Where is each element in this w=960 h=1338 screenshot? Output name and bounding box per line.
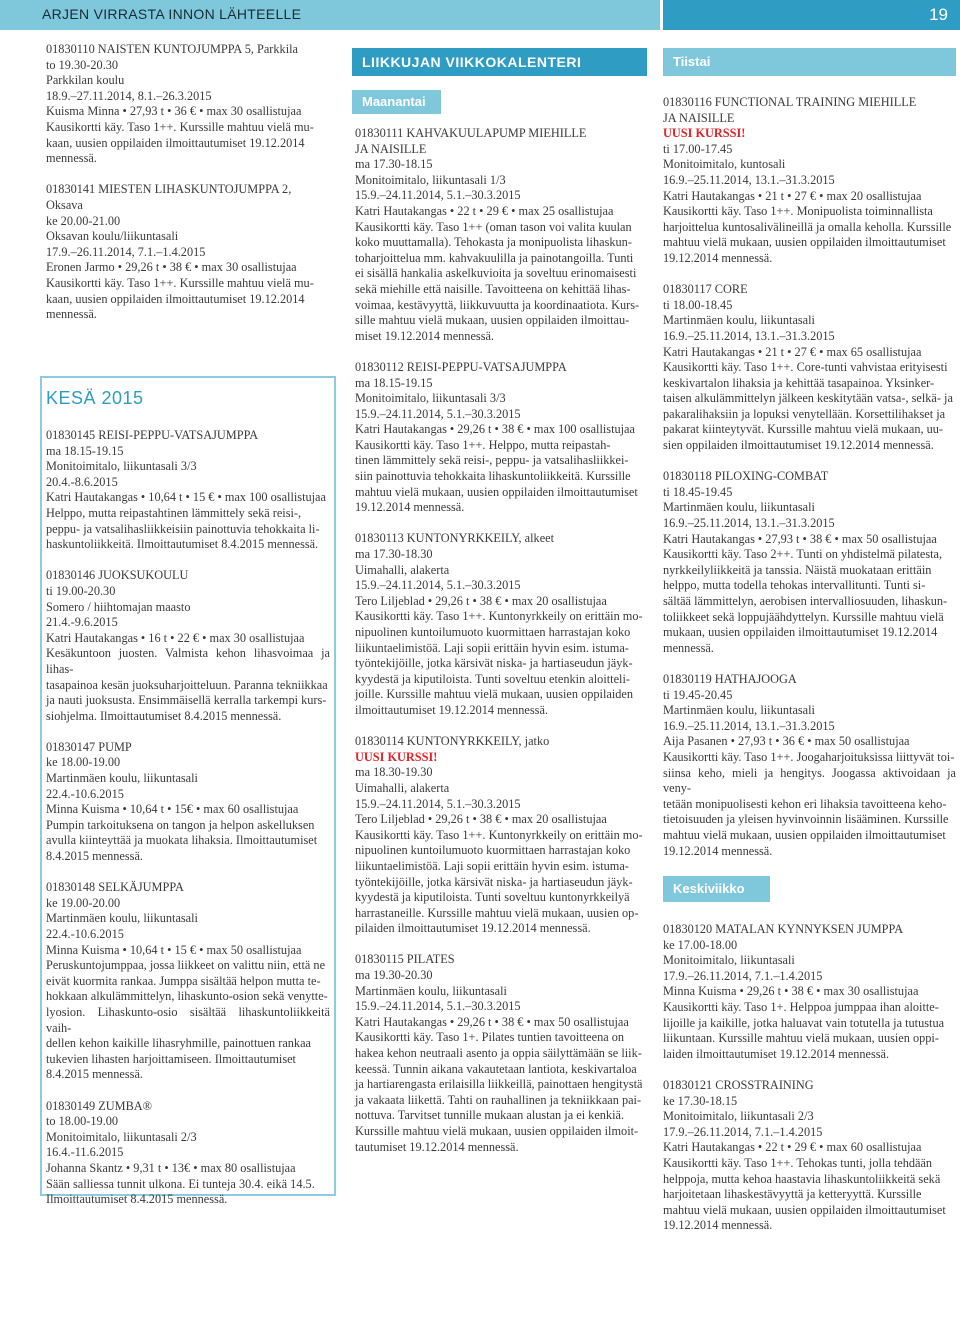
- text-line: Kausikortti käy. Taso 1++. Kuntonyrkkeily on erittäin mo-: [355, 827, 643, 842]
- text-line: nottuva. Tarvitset tunnille mukaan alustan ja ei kenkiä.: [355, 1108, 625, 1123]
- text-line: Kausikortti käy. Taso 1+. Helppoa jumppaa ihan aloitte-: [663, 999, 939, 1014]
- text-line: mahtuu vielä mukaan, uusien oppilaiden ilmoittautumiset: [663, 235, 946, 250]
- text-line: kaan, uusien oppilaiden ilmoittautumiset 19.12.2014: [46, 291, 305, 306]
- text-line: nipuolinen kuntoilumuoto kuormittaen harrastajan koko: [355, 843, 631, 858]
- text-line: Pumpin tarkoituksena on tangon ja helpon askelluksen: [46, 817, 315, 832]
- text-line: Monitoimitalo, liikuntasali: [663, 953, 795, 968]
- text-line: Minna Kuisma • 29,26 t • 38 € • max 30 osallistujaa: [663, 984, 919, 999]
- text-line: avulla kiinteyttää ja muokata lihaksia. Ilmoittautumiset: [46, 833, 318, 848]
- text-line: Kausikortti käy. Taso 1+. Pilates tuntien tavoitteena on: [355, 1030, 625, 1045]
- right-column: [663, 95, 956, 875]
- text-line: tukevien lihasten harjoittamiseen. Ilmoittautumiset: [46, 1051, 296, 1066]
- text-line: 19.12.2014 mennessä.: [355, 500, 465, 515]
- text-line: siinsa keho, mieli ja hengitys. Joogassa aktivoidaan ja veny-: [663, 765, 956, 796]
- text-line: lijoille ja kaikille, jotka haluavat vain totutella ja tutustua: [663, 1015, 945, 1030]
- text-line: Sään salliessa tunnit ulkona. Ei tunteja 30.4. eikä 14.5.: [46, 1176, 315, 1191]
- text-line: Katri Hautakangas • 29,26 t • 38 € • max 100 osallistujaa: [355, 422, 635, 437]
- text-line: Monitoimitalo, liikuntasali 1/3: [355, 172, 506, 187]
- text-line: 01830112 REISI-PEPPU-VATSAJUMPPA: [355, 359, 567, 374]
- text-line: ja hartiarengasta erilaisilla liikkeillä, painottaen hengitystä: [355, 1077, 643, 1092]
- text-line: ma 18.15-19.15: [355, 375, 433, 390]
- text-line: ke 18.00-19.00: [46, 755, 121, 770]
- new-course-badge: UUSI KURSSI!: [355, 749, 438, 764]
- course-entry: [355, 360, 647, 516]
- text-line: Ilmoittautumiset 8.4.2015 mennessä.: [46, 1192, 228, 1207]
- text-line: 22.4.-10.6.2015: [46, 927, 124, 941]
- text-line: ja nauti juoksusta. Ensimmäisellä kerralla tarkempi kurs-: [46, 693, 327, 708]
- text-line: Kausikortti käy. Taso 2++. Tunti on yhdistelmä pilatesta,: [663, 547, 943, 562]
- text-line: ke 19.00-20.00: [46, 895, 121, 910]
- text-line: Kausikortti käy. Taso 1++. Monipuolista toiminnallista: [663, 204, 933, 219]
- summer-column: [46, 428, 330, 1223]
- text-line: 01830121 CROSSTRAINING: [663, 1077, 814, 1092]
- text-line: mennessä.: [46, 151, 97, 166]
- text-line: eivät kuormita rankaa. Jumppa sisältää helpon mutta te-: [46, 973, 321, 988]
- text-line: Katri Hautakangas • 16 t • 22 € • max 30 osallistujaa: [46, 630, 305, 645]
- text-line: 21.4.-9.6.2015: [46, 615, 118, 630]
- text-line: Parkkilan koulu: [46, 73, 125, 88]
- text-line: hakea kehon neutraali asento ja oppia säilyttämään se liik-: [355, 1046, 642, 1061]
- text-line: Kesäkuntoon juosten. Valmista kehon lihasvoimaa ja lihas-: [46, 646, 330, 676]
- course-entry: [46, 880, 330, 1083]
- text-line: Helppo, mutta reipastahtinen lämmittely sekä reisi-,: [46, 505, 302, 520]
- course-entry: [663, 282, 956, 454]
- page-number: 19: [929, 5, 948, 24]
- text-line: mukaan, uusien oppilaiden ilmoittautumiset 19.12.2014: [663, 625, 938, 640]
- text-line: harjoittelua kuntosalivälineillä ja omalla keholla. Kurssille: [663, 219, 952, 234]
- text-line: ma 17.30-18.30: [355, 547, 433, 562]
- text-line: sekä miehille että naisille. Tavoitteena on kehittää lihas-: [355, 281, 631, 296]
- text-line: ti 17.00-17.45: [663, 141, 733, 156]
- text-line: Kausikortti käy. Taso 1++. Joogaharjoituksissa liittyvät toi-: [663, 749, 955, 764]
- text-line: 15.9.–24.11.2014, 5.1.–30.3.2015: [355, 796, 521, 811]
- text-line: 01830115 PILATES: [355, 952, 455, 967]
- text-line: Kausikortti käy. Taso 1++ (oman tason voi valita kuulan: [355, 219, 632, 234]
- left-column: [46, 42, 328, 338]
- text-line: ke 20.00-21.00: [46, 213, 121, 228]
- text-line: 01830145 REISI-PEPPU-VATSAJUMPPA: [46, 428, 259, 442]
- text-line: Katri Hautakangas • 10,64 t • 15 € • max 100 osallistujaa: [46, 490, 326, 505]
- text-line: Kausikortti käy. Taso 1++. Kuntonyrkkeily on erittäin mo-: [355, 609, 643, 624]
- text-line: peppu- ja vatsalihasliikkeisiin painottuvia tehokkaita li-: [46, 521, 320, 536]
- text-line: kyydestä ja kiputiloista. Tunti soveltuu etenkin aloitteli-: [355, 671, 630, 686]
- text-line: 01830110 NAISTEN KUNTOJUMPPA 5, Parkkila: [46, 42, 298, 56]
- text-line: sältää lämmittelyn, aerobisen intervalliosuuden, lihaskun-: [663, 594, 948, 608]
- text-line: lyosion. Lihaskunto-osio sisältää lihaskuntoliikkeitä vaih-: [46, 1004, 330, 1035]
- text-line: kaan, uusien oppilaiden ilmoittautumiset 19.12.2014: [46, 135, 305, 150]
- course-entry: [46, 428, 330, 553]
- text-line: Katri Hautakangas • 21 t • 27 € • max 20 osallistujaa: [663, 188, 922, 203]
- text-line: 16.9.–25.11.2014, 13.1.–31.3.2015: [663, 718, 835, 733]
- text-line: Monitoimitalo, kuntosali: [663, 157, 786, 172]
- text-line: ke 17.00-18.00: [663, 937, 738, 952]
- text-line: Martinmäen koulu, liikuntasali: [46, 911, 198, 926]
- text-line: Martinmäen koulu, liikuntasali: [355, 983, 507, 998]
- text-line: 22.4.-10.6.2015: [46, 786, 124, 801]
- text-line: 01830116 FUNCTIONAL TRAINING MIEHILLE: [663, 95, 917, 109]
- text-line: ma 19.30-20.30: [355, 968, 433, 983]
- text-line: tetään monipuolisesti kehon eri lihaksia tavoitteena keho-: [663, 796, 947, 811]
- summer-title: KESÄ 2015: [46, 388, 144, 408]
- text-line: Minna Kuisma • 10,64 t • 15 € • max 50 osallistujaa: [46, 942, 302, 957]
- text-line: sien oppilaiden ilmoittautumiset 19.12.2014 mennessä.: [663, 438, 934, 453]
- text-line: harjoitetaan lihaskestävyyttä ja ketteryyttä. Kurssille: [663, 1187, 922, 1202]
- text-line: 19.12.2014 mennessä.: [663, 250, 773, 265]
- header-title: ARJEN VIRRASTA INNON LÄHTEELLE: [42, 6, 302, 22]
- text-line: Kausikortti käy. Taso 1++. Kurssille mahtuu vielä mu-: [46, 119, 314, 134]
- course-entry: [46, 42, 328, 167]
- text-line: 19.12.2014 mennessä.: [663, 843, 773, 858]
- text-line: keessä. Tunnin aikana vakautetaan lantiota, keskivartaloa: [355, 1061, 637, 1076]
- text-line: Eronen Jarmo • 29,26 t • 38 € • max 30 osallistujaa: [46, 260, 297, 275]
- text-line: dellen kehon kaikille lihasryhmille, painottuen rankaa: [46, 1036, 311, 1051]
- text-line: Aija Pasanen • 27,93 t • 36 € • max 50 osallistujaa: [663, 734, 910, 749]
- text-line: ei sisällä hankalia askelkuvioita ja soveltuu erinomaisesti: [355, 266, 637, 281]
- course-entry: [355, 952, 647, 1155]
- text-line: tietoisuuden ja yleisen hyvinvoinnin lisääminen. Kurssille: [663, 812, 949, 827]
- text-line: 8.4.2015 mennessä.: [46, 849, 143, 864]
- text-line: sille mahtuu vielä mukaan, uusien oppilaiden ilmoittau-: [355, 313, 630, 328]
- text-line: 16.9.–25.11.2014, 13.1.–31.3.2015: [663, 328, 835, 343]
- text-line: 16.4.-11.6.2015: [46, 1145, 124, 1160]
- text-line: toharjoittelua mm. kahvakuulilla ja painotangoilla. Tunti: [355, 250, 634, 265]
- text-line: Tero Liljeblad • 29,26 t • 38 € • max 20 osallistujaa: [355, 593, 607, 608]
- text-line: Monitoimitalo, liikuntasali 2/3: [46, 1129, 197, 1144]
- text-line: tinen lämmittely sekä reisi-, peppu- ja vatsalihasliikkei-: [355, 453, 629, 468]
- text-line: mennessä.: [46, 307, 97, 322]
- text-line: 01830113 KUNTONYRKKEILY, alkeet: [355, 531, 555, 546]
- text-line: koko muuttamalla). Tehokasta ja monipuolista lihaskun-: [355, 235, 632, 250]
- text-line: Kausikortti käy. Taso 1++. Tehokas tunti, jolla tehdään: [663, 1155, 933, 1170]
- text-line: 01830119 HATHAJOOGA: [663, 671, 797, 686]
- text-line: 01830120 MATALAN KYNNYKSEN JUMPPA: [663, 922, 904, 936]
- course-entry: [355, 126, 647, 344]
- text-line: Uimahalli, alakerta: [355, 780, 450, 795]
- text-line: helppo, mutta todella tehokas intervallitunti. Tunti si-: [663, 578, 926, 593]
- course-entry: [663, 469, 956, 656]
- text-line: 01830117 CORE: [663, 282, 748, 297]
- course-entry: [663, 1078, 956, 1234]
- text-line: ma 17.30-18.15: [355, 157, 433, 172]
- header-title-band: [0, 0, 660, 30]
- course-entry: [355, 531, 647, 718]
- text-line: mahtuu vielä mukaan, uusien oppilaiden ilmoittautumiset: [663, 827, 946, 842]
- text-line: to 18.00-19.00: [46, 1114, 119, 1129]
- day-heading-monday: Maanantai: [352, 90, 441, 114]
- text-line: 01830118 PILOXING-COMBAT: [663, 469, 829, 484]
- text-line: 16.9.–25.11.2014, 13.1.–31.3.2015: [663, 516, 835, 531]
- text-line: 20.4.-8.6.2015: [46, 474, 118, 489]
- text-line: mahtuu vielä mukaan, uusien oppilaiden ilmoittautumiset: [355, 484, 638, 499]
- text-line: Peruskuntojumppaa, jossa liikkeet on valittu niin, että ne: [46, 958, 326, 973]
- text-line: 18.9.–27.11.2014, 8.1.–26.3.2015: [46, 88, 212, 103]
- text-line: ilmoittautumiset 19.12.2014 mennessä.: [355, 702, 548, 717]
- header-page-band: [663, 0, 960, 30]
- course-entry: [46, 740, 330, 865]
- course-entry: [355, 734, 647, 937]
- text-line: 15.9.–24.11.2014, 5.1.–30.3.2015: [355, 406, 521, 421]
- text-line: Kausikortti käy. Taso 1++. Helppo, mutta reipastah-: [355, 437, 611, 452]
- text-line: ti 18.00-18.45: [663, 297, 733, 312]
- text-line: 01830141 MIESTEN LIHASKUNTOJUMPPA 2,: [46, 182, 292, 197]
- text-line: työntekijöille, jotka kärsivät niska- ja hartiaseudun jäyk-: [355, 656, 633, 671]
- text-line: mahtuu vielä mukaan, uusien oppilaiden ilmoittautumiset: [663, 1202, 946, 1217]
- text-line: Oksava: [46, 197, 83, 212]
- text-line: Kausikortti käy. Taso 1++. Kurssille mahtuu vielä mu-: [46, 275, 314, 290]
- text-line: Oksavan koulu/liikuntasali: [46, 229, 179, 244]
- text-line: Kausikortti käy. Taso 1++. Core-tunti vahvistaa erityisesti: [663, 360, 948, 375]
- course-details: [663, 142, 956, 267]
- text-line: toliikkeet sekä loppujäähdyttelyn. Kurssille mahtuu vielä: [663, 609, 944, 624]
- text-line: ma 18.30-19.30: [355, 765, 433, 780]
- middle-column: [355, 126, 647, 1171]
- text-line: 19.12.2014 mennessä.: [663, 1218, 773, 1233]
- text-line: Katri Hautakangas • 27,93 t • 38 € • max 50 osallistujaa: [663, 531, 937, 546]
- text-line: ti 19.00-20.30: [46, 583, 116, 598]
- text-line: joille. Kurssille mahtuu vielä mukaan, uusien oppilaiden: [355, 687, 633, 702]
- text-line: liikuntaelimistöä. Laji sopii erittäin hyvin esim. istuma-: [355, 858, 629, 873]
- text-line: 8.4.2015 mennessä.: [46, 1067, 143, 1082]
- course-entry: [663, 95, 956, 267]
- text-line: siohjelma. Ilmoittautumiset 8.4.2015 mennessä.: [46, 708, 282, 723]
- text-line: hokkaan alkulämmittelyn, lihaskunto-osion sekä venytte-: [46, 989, 328, 1004]
- text-line: Martinmäen koulu, liikuntasali: [663, 703, 815, 718]
- text-line: kyydestä ja kiputiloista. Tunti soveltuu kuntonyrkkeilyä: [355, 890, 630, 905]
- right-column-wednesday: [663, 922, 956, 1249]
- text-line: Monitoimitalo, liikuntasali 3/3: [355, 391, 506, 406]
- text-line: Katri Hautakangas • 22 t • 29 € • max 25 osallistujaa: [355, 203, 614, 218]
- course-details: [355, 765, 647, 937]
- text-line: Katri Hautakangas • 22 t • 29 € • max 60 osallistujaa: [663, 1140, 922, 1155]
- text-line: pilaiden ilmoittautumiset 19.12.2014 mennessä.: [355, 921, 591, 936]
- course-title: 01830114 KUNTONYRKKEILY, jatko: [355, 734, 550, 749]
- text-line: 17.9.–26.11.2014, 7.1.–1.4.2015: [663, 1124, 823, 1139]
- course-entry: [46, 1099, 330, 1208]
- text-line: tautumiset 19.12.2014 mennessä.: [355, 1139, 519, 1154]
- text-line: haskuntoliikkeitä. Ilmoittautumiset 8.4.2015 mennessä.: [46, 537, 319, 552]
- text-line: mennessä.: [663, 640, 714, 655]
- text-line: 17.9.–26.11.2014, 7.1.–1.4.2015: [663, 968, 823, 983]
- page-header: [0, 0, 960, 30]
- day-heading-tuesday: Tiistai: [663, 48, 956, 76]
- weekly-calendar-title: LIIKKUJAN VIIKKOKALENTERI: [352, 48, 647, 76]
- text-line: Somero / hiihtomajan maasto: [46, 599, 191, 614]
- text-line: Uimahalli, alakerta: [355, 562, 450, 577]
- text-line: Katri Hautakangas • 29,26 t • 38 € • max 50 osallistujaa: [355, 1014, 629, 1029]
- text-line: Kuisma Minna • 27,93 t • 36 € • max 30 osallistujaa: [46, 104, 302, 119]
- text-line: JA NAISILLE: [663, 110, 735, 125]
- text-line: tasapainoa kesän juoksuharjoitteluun. Paranna tekniikkaa: [46, 677, 328, 692]
- text-line: 15.9.–24.11.2014, 5.1.–30.3.2015: [355, 188, 521, 203]
- text-line: liikuntaan. Kurssille mahtuu vielä mukaan, uusien oppi-: [663, 1031, 939, 1046]
- text-line: 01830148 SELKÄJUMPPA: [46, 880, 184, 895]
- text-line: Monitoimitalo, liikuntasali 3/3: [46, 459, 197, 474]
- text-line: Kurssille mahtuu vielä mukaan, uusien oppilaiden ilmoit-: [355, 1124, 639, 1138]
- course-title: [663, 95, 956, 126]
- text-line: pakaralihaksiin ja lopuksi venytellään. Korsettilihakset ja: [663, 406, 946, 421]
- text-line: taisen alkulämmittelyn jälkeen keskitytään vatsa-, selkä- ja: [663, 391, 953, 406]
- text-line: 01830146 JUOKSUKOULU: [46, 568, 189, 583]
- text-line: nipuolinen kuntoilumuoto kuormittaen harrastajan koko: [355, 625, 631, 639]
- course-entry: [46, 568, 330, 724]
- course-entry: [46, 182, 328, 322]
- text-line: miset 19.12.2014 mennessä.: [355, 328, 495, 343]
- course-entry: [663, 672, 956, 859]
- new-course-badge: UUSI KURSSI!: [663, 126, 746, 141]
- text-line: Martinmäen koulu, liikuntasali: [46, 771, 198, 786]
- text-line: 17.9.–26.11.2014, 7.1.–1.4.2015: [46, 244, 206, 259]
- text-line: ma 18.15-19.15: [46, 443, 124, 458]
- text-line: Minna Kuisma • 10,64 t • 15€ • max 60 osallistujaa: [46, 802, 299, 817]
- text-line: ja vakaata liikettä. Tahti on rauhallinen ja tekniikkaan pai-: [355, 1092, 642, 1107]
- course-entry: [663, 922, 956, 1062]
- text-line: to 19.30-20.30: [46, 57, 119, 72]
- text-line: harrastaneille. Kurssille mahtuu vielä mukaan, uusien op-: [355, 905, 639, 920]
- text-line: 01830111 KAHVAKUULAPUMP MIEHILLE: [355, 126, 587, 140]
- text-line: keskivartalon lihaksia ja kehittää tasapainoa. Yksinker-: [663, 375, 935, 390]
- text-line: 01830147 PUMP: [46, 739, 132, 754]
- text-line: Martinmäen koulu, liikuntasali: [663, 313, 815, 328]
- text-line: työntekijöille, jotka kärsivät niska- ja hartiaseudun jäyk-: [355, 874, 633, 889]
- text-line: ke 17.30-18.15: [663, 1093, 738, 1108]
- text-line: nyrkkeilyliikkeitä ja tanssia. Näistä muokataan erittäin: [663, 562, 932, 577]
- text-line: liikuntaelimistöä. Laji sopii erittäin hyvin esim. istuma-: [355, 640, 629, 655]
- day-heading-wednesday: Keskiviikko: [663, 876, 770, 902]
- text-line: 15.9.–24.11.2014, 5.1.–30.3.2015: [355, 578, 521, 593]
- text-line: siin painottuvia tehokkaita lihaskuntoliikkeitä. Kurssille: [355, 469, 631, 484]
- text-line: 16.9.–25.11.2014, 13.1.–31.3.2015: [663, 172, 835, 187]
- text-line: ti 18.45-19.45: [663, 484, 733, 499]
- text-line: voimaa, kestävyyttä, liikkuvuutta ja koordinaatiota. Kurs-: [355, 297, 640, 312]
- text-line: ti 19.45-20.45: [663, 687, 733, 702]
- text-line: JA NAISILLE: [355, 141, 427, 156]
- text-line: 15.9.–24.11.2014, 5.1.–30.3.2015: [355, 999, 521, 1014]
- text-line: Monitoimitalo, liikuntasali 2/3: [663, 1109, 814, 1124]
- text-line: laiden ilmoittautumiset 19.12.2014 mennessä.: [663, 1046, 890, 1061]
- text-line: pakarat kiinteytyvät. Kurssille mahtuu vielä mukaan, uu-: [663, 422, 944, 437]
- text-line: 01830149 ZUMBA®: [46, 1098, 153, 1113]
- text-line: helppoja, mutta kehoa haastavia lihaskuntoliikkeitä sekä: [663, 1171, 941, 1186]
- text-line: Tero Liljeblad • 29,26 t • 38 € • max 20 osallistujaa: [355, 812, 607, 827]
- text-line: Martinmäen koulu, liikuntasali: [663, 500, 815, 515]
- text-line: Katri Hautakangas • 21 t • 27 € • max 65 osallistujaa: [663, 344, 922, 359]
- text-line: Johanna Skantz • 9,31 t • 13€ • max 80 osallistujaa: [46, 1160, 296, 1175]
